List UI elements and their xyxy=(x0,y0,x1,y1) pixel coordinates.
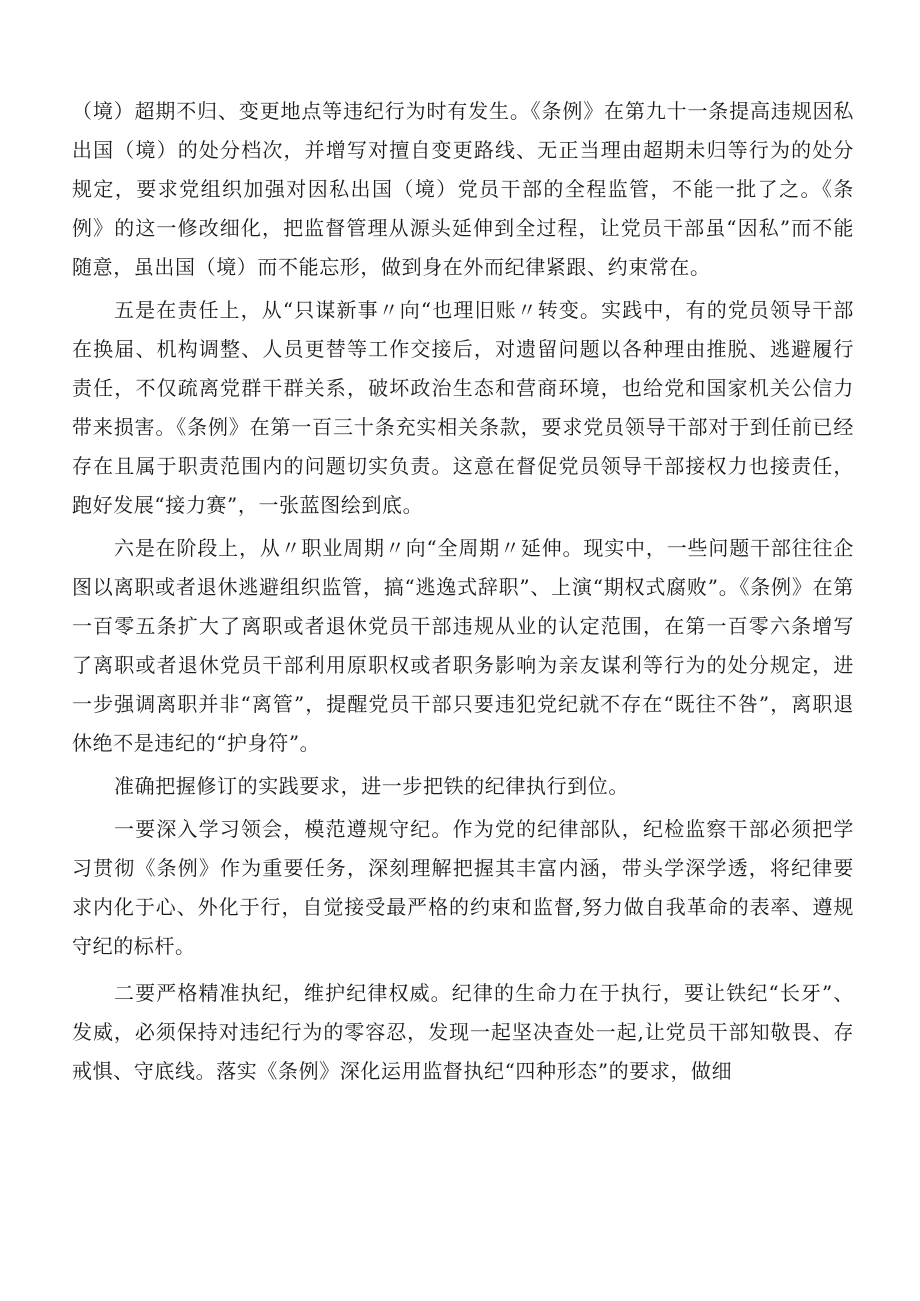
paragraph-section-lead: 准确把握修订的实践要求，进一步把铁的纪律执行到位。 xyxy=(114,774,629,798)
paragraph-requirement-two: 二要严格精准执纪，维护纪律权威。纪律的生命力在于执行，要让铁纪“长牙”、发威，必须保持对违纪行为的零容忍，发现一起坚决查处一起,让党员干部知敬畏、存戒惧、守底线。落实《条例》深化运用监督执纪“四种形态”的要求，做细 xyxy=(72,981,854,1083)
paragraph-requirement-one: 一要深入学习领会，模范遵规守纪。作为党的纪律部队，纪检监察干部必须把学习贯彻《条例》作为重要任务，深刻理解把握其丰富内涵，带头学深学透，将纪律要求内化于心、外化于行，自觉接受最严格的约束和监督,努力做自我革命的表率、遵规守纪的标杆。 xyxy=(72,817,854,958)
paragraph-point-five: 五是在责任上，从“只谋新事〃向“也理旧账〃转变。实践中，有的党员领导干部在换届、机构调整、人员更替等工作交接后，对遗留问题以各种理由推脱、逃避履行责任，不仅疏离党群干群关系，破坏政治生态和营商环境，也给党和国家机关公信力带来损害。《条例》在第一百三十条充实相关条款，要求党员领导干部对于到任前已经存在且属于职责范围内的问题切实负责。这意在督促党员领导干部接权力也接责任，跑好发展“接力赛”，一张蓝图绘到底。 xyxy=(72,298,854,517)
paragraph-point-six: 六是在阶段上，从〃职业周期〃向“全周期〃延伸。现实中，一些问题干部往往企图以离职或者退休逃避组织监管，搞“逃逸式辞职”、上演“期权式腐败”。《条例》在第一百零五条扩大了离职或者退休党员干部违规从业的认定范围，在第一百零六条增写了离职或者退休党员干部利用原职权或者职务影响为亲友谋利等行为的处分规定，进一步强调离职并非“离管”，提醒党员干部只要违犯党纪就不存在“既往不咎”，离职退休绝不是违纪的“护身符”。 xyxy=(72,536,854,755)
paragraph-continued: （境）超期不归、变更地点等违纪行为时有发生。《条例》在第九十一条提高违规因私出国（境）的处分档次，并增写对擅自变更路线、无正当理由超期未归等行为的处分规定，要求党组织加强对因私出国（境）党员干部的全程监管，不能一批了之。《条例》的这一修改细化，把监督管理从源头延伸到全过程，让党员干部虽“因私”而不能随意，虽出国（境）而不能忘形，做到身在外而纪律紧跟、约束常在。 xyxy=(72,99,854,279)
